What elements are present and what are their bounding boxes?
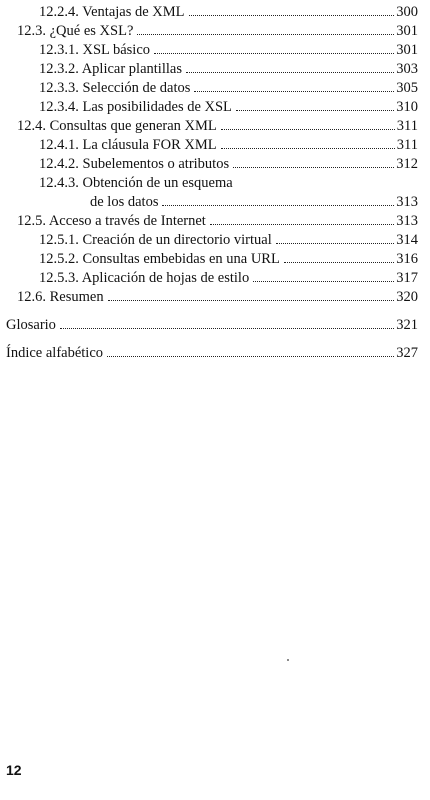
toc-entry-label: 12.6. Resumen: [17, 289, 104, 305]
toc-entry-page: 305: [396, 80, 418, 96]
toc-entry-indice-alfabetico: [6, 343, 418, 363]
toc-entry-page: 313: [396, 213, 418, 229]
toc-entry-label: 12.3. ¿Qué es XSL?: [17, 23, 134, 39]
toc-entry-label: 12.3.3. Selección de datos: [39, 80, 191, 96]
toc-entry-label: Índice alfabético: [6, 345, 104, 361]
toc-entry-label: Glosario: [6, 317, 56, 333]
toc-entry-label: 12.3.4. Las posibilidades de XSL: [39, 99, 232, 115]
toc-entry-label: 12.3.2. Aplicar plantillas: [39, 61, 182, 77]
toc-entry-page: 311: [396, 137, 418, 153]
dot-leader: [154, 52, 394, 54]
dot-leader: [108, 299, 395, 301]
dot-leader: [194, 90, 394, 92]
toc-entry-label: 12.5.3. Aplicación de hojas de estilo: [39, 270, 250, 286]
dot-leader: [60, 327, 394, 329]
toc-entry-12-4-2: [39, 154, 418, 174]
toc-entry-12-4-3-first-line: 12.4.3. Obtención de un esquema: [39, 175, 233, 191]
dot-leader: [221, 128, 395, 130]
toc-entry-12-6: [17, 287, 418, 307]
toc-entry-page: 310: [396, 99, 418, 115]
dot-leader: [221, 147, 395, 149]
toc-entry-page: 300: [396, 4, 418, 20]
toc-entry-page: 311: [396, 118, 418, 134]
dot-leader: [233, 166, 394, 168]
toc-entry-page: 320: [396, 289, 418, 305]
toc-entry-12-4: [17, 116, 418, 136]
toc-entry-12-3-3: [39, 78, 418, 98]
toc-entry-12-3: [17, 21, 418, 41]
dot-leader: [107, 355, 394, 357]
toc-entry-label: 12.5. Acceso a través de Internet: [17, 213, 206, 229]
toc-entry-label: 12.4. Consultas que generan XML: [17, 118, 217, 134]
toc-entry-page: 301: [396, 23, 418, 39]
toc-entry-12-3-1: [39, 40, 418, 60]
toc-entry-label: 12.2.4. Ventajas de XML: [39, 4, 185, 20]
dot-leader: [276, 242, 395, 244]
toc-entry-page: 312: [396, 156, 418, 172]
dot-leader: [284, 261, 394, 263]
toc-entry-label: 12.4.1. La cláusula FOR XML: [39, 137, 217, 153]
dot-leader: [137, 33, 394, 35]
toc-entry-12-5-1: [39, 230, 418, 250]
toc-entry-page: 301: [396, 42, 418, 58]
toc-entry-page: 303: [396, 61, 418, 77]
dot-leader: [189, 14, 395, 16]
toc-entry-page: 317: [396, 270, 418, 286]
toc-entry-12-3-4: [39, 97, 418, 117]
toc-entry-label: de los datos: [90, 194, 159, 210]
toc-entry-12-5: [17, 211, 418, 231]
dot-leader: [186, 71, 394, 73]
dot-leader: [162, 204, 394, 206]
toc-entry-label: 12.4.2. Subelementos o atributos: [39, 156, 230, 172]
toc-entry-label: 12.5.2. Consultas embebidas en una URL: [39, 251, 280, 267]
toc-entry-page: 321: [396, 317, 418, 333]
toc-entry-label: 12.5.1. Creación de un directorio virtual: [39, 232, 272, 248]
toc-entry-page: 313: [396, 194, 418, 210]
scan-speck: [287, 659, 289, 661]
toc-entry-page: 316: [396, 251, 418, 267]
toc-entry-label: 12.3.1. XSL básico: [39, 42, 151, 58]
toc-entry-12-5-3: [39, 268, 418, 288]
dot-leader: [210, 223, 394, 225]
toc-entry-page: 314: [396, 232, 418, 248]
dot-leader: [236, 109, 394, 111]
toc-entry-12-4-1: [39, 135, 418, 155]
page-number: 12: [6, 762, 22, 778]
toc-entry-page: 327: [396, 345, 418, 361]
toc-entry-glosario: [6, 315, 418, 335]
toc-entry-12-5-2: [39, 249, 418, 269]
toc-entry-12-4-3: [90, 192, 418, 212]
toc-entry-12-2-4: [39, 2, 418, 22]
dot-leader: [253, 280, 394, 282]
toc-entry-12-3-2: [39, 59, 418, 79]
